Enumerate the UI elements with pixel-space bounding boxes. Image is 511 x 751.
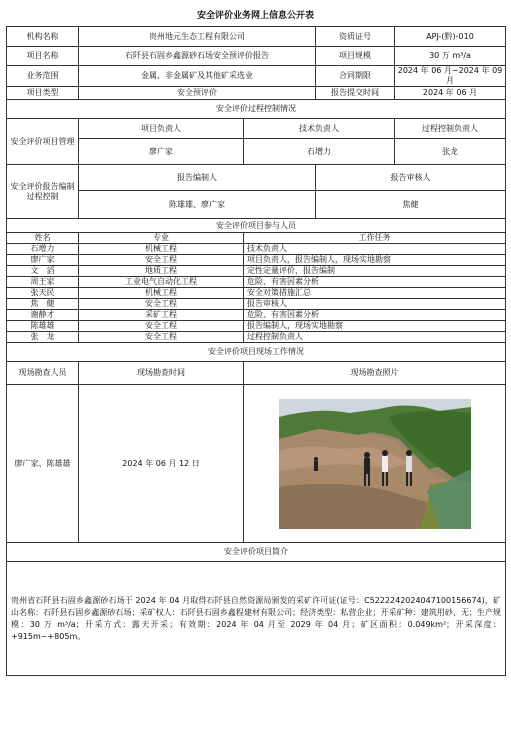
report-control-label: 安全评价报告编制过程控制 (7, 165, 79, 219)
summary-text: 贵州省石阡县石固乡鑫源砂石场于 2024 年 04 月取得石阡县自然资源局颁发的采矿许可证(证号：C5222242024047100156674)，矿山名称：石阡县石固乡鑫源砂石场；采矿权人：石阡县石固乡鑫程建材有限公司；经济类型：私营企业；开采矿种：建筑用砂、无；生产规模：30 万 m³/a；开采方式：露天开采；有效期：2024 年 04 月至 2029 年 04 月；矿区面积：0.049km²；开采深度：+915m~+805m。 (7, 562, 506, 676)
report-writers: 陈雄雄、廖广家 (79, 191, 316, 219)
site-date: 2024 年 06 月 12 日 (79, 385, 244, 543)
site-section-title: 安全评价项目现场工作情况 (7, 343, 506, 362)
staff-header-major: 专业 (79, 233, 244, 244)
process-section-title: 安全评价过程控制情况 (7, 100, 506, 119)
staff-task: 危险、有害因素分析 (244, 310, 506, 321)
staff-major: 采矿工程 (79, 310, 244, 321)
staff-section-title: 安全评价项目参与人员 (7, 219, 506, 233)
project-name: 石阡县石固乡鑫源砂石场安全预评价报告 (79, 47, 316, 66)
staff-row (7, 299, 506, 310)
site-persons-header: 现场勘查人员 (7, 362, 79, 385)
staff-row (7, 332, 506, 343)
report-reviewer-header: 报告审核人 (316, 165, 506, 191)
cert-number: APJ-(黔)-010 (395, 27, 506, 47)
type-label: 项目类型 (7, 87, 79, 100)
staff-task: 定性定量评价，报告编制 (244, 266, 506, 277)
report-reviewer: 焦健 (316, 191, 506, 219)
project-lead: 廖广家 (79, 139, 244, 165)
report-writer-header: 报告编制人 (79, 165, 316, 191)
business-scope: 金属、非金属矿及其他矿采选业 (79, 66, 316, 87)
staff-major: 安全工程 (79, 332, 244, 343)
staff-row (7, 288, 506, 299)
site-photo (279, 399, 471, 529)
site-photo-cell (244, 385, 506, 543)
staff-major: 安全工程 (79, 321, 244, 332)
staff-major: 机械工程 (79, 288, 244, 299)
project-lead-header: 项目负责人 (79, 119, 244, 139)
period-label: 合同期限 (316, 66, 395, 87)
staff-header-name: 姓名 (7, 233, 79, 244)
document-title: 安全评价业务网上信息公开表 (196, 11, 314, 21)
submit-label: 报告提交时间 (316, 87, 395, 100)
scale-label: 项目规模 (316, 47, 395, 66)
contract-period: 2024 年 06 月~2024 年 09 月 (395, 66, 506, 87)
staff-rows (7, 244, 506, 343)
staff-major: 机械工程 (79, 244, 244, 255)
staff-row (7, 244, 506, 255)
staff-task: 报告审核人 (244, 299, 506, 310)
project-type: 安全预评价 (79, 87, 316, 100)
project-scale: 30 万 m³/a (395, 47, 506, 66)
submit-date: 2024 年 06 月 (395, 87, 506, 100)
staff-row (7, 321, 506, 332)
staff-name: 张 龙 (7, 332, 79, 343)
project-name-label: 项目名称 (7, 47, 79, 66)
staff-row (7, 310, 506, 321)
staff-task: 过程控制负责人 (244, 332, 506, 343)
staff-task: 报告编制人，现场实地勘察 (244, 321, 506, 332)
scope-label: 业务范围 (7, 66, 79, 87)
staff-major: 地质工程 (79, 266, 244, 277)
staff-name: 焦 健 (7, 299, 79, 310)
staff-name: 陈雄雄 (7, 321, 79, 332)
site-photo-header: 现场勘查照片 (244, 362, 506, 385)
staff-name: 文 滔 (7, 266, 79, 277)
staff-row (7, 255, 506, 266)
staff-name: 周王家 (7, 277, 79, 288)
staff-name: 谢静才 (7, 310, 79, 321)
staff-header-task: 工作任务 (244, 233, 506, 244)
staff-row (7, 266, 506, 277)
org-name: 贵州地元生态工程有限公司 (79, 27, 316, 47)
staff-name: 石增力 (7, 244, 79, 255)
staff-task: 安全对策措施汇总 (244, 288, 506, 299)
mgmt-label: 安全评价项目管理 (7, 119, 79, 165)
staff-major: 安全工程 (79, 255, 244, 266)
staff-major: 工业电气自动化工程 (79, 277, 244, 288)
disclosure-table (6, 26, 506, 676)
disclosure-document (6, 6, 505, 676)
org-label: 机构名称 (7, 27, 79, 47)
staff-major: 安全工程 (79, 299, 244, 310)
process-lead: 张龙 (395, 139, 506, 165)
staff-row (7, 277, 506, 288)
staff-task: 危险、有害因素分析 (244, 277, 506, 288)
site-persons: 廖广家、陈雄雄 (7, 385, 79, 543)
summary-section-title: 安全评价项目简介 (7, 543, 506, 562)
site-time-header: 现场勘查时间 (79, 362, 244, 385)
staff-task: 项目负责人，报告编制人，现场实地勘察 (244, 255, 506, 266)
tech-lead: 石增力 (244, 139, 395, 165)
process-lead-header: 过程控制负责人 (395, 119, 506, 139)
cert-label: 资质证号 (316, 27, 395, 47)
staff-name: 张天民 (7, 288, 79, 299)
staff-task: 技术负责人 (244, 244, 506, 255)
staff-name: 廖广家 (7, 255, 79, 266)
tech-lead-header: 技术负责人 (244, 119, 395, 139)
